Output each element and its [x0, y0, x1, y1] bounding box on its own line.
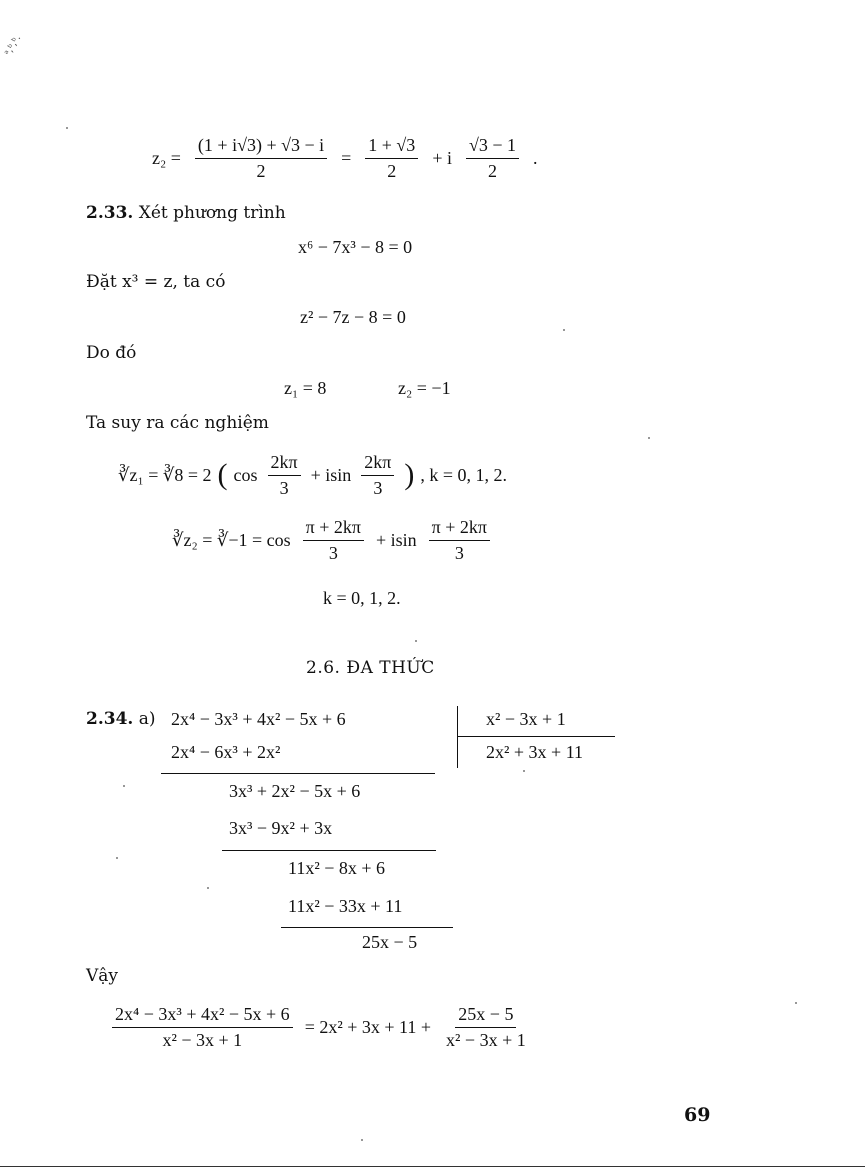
root1-k-values: , k = 0, 1, 2. [420, 464, 508, 485]
final-right-numerator: 25x − 5 [455, 1004, 516, 1028]
z1-value: z₁ = 8 [284, 378, 327, 398]
page-number: 69 [684, 1104, 711, 1126]
root2-fraction-b [429, 517, 490, 563]
equation-z2: z² − 7z − 8 = 0 [300, 307, 406, 327]
scan-speck [523, 770, 525, 772]
scan-speck [415, 640, 417, 642]
vay-text: Vậy [86, 966, 119, 986]
final-identity [108, 1004, 533, 1050]
z2-frac1-numerator: (1 + i√3) + √3 − i [195, 135, 327, 159]
z2-value: z₂ = −1 [398, 378, 451, 398]
equation-x6: x⁶ − 7x³ − 8 = 0 [298, 237, 413, 257]
final-left-numerator: 2x⁴ − 3x³ + 4x² − 5x + 6 [112, 1004, 293, 1028]
z2-frac2-numerator: 1 + √3 [365, 135, 418, 159]
root1-numerator-b: 2kπ [361, 452, 394, 476]
subtrahend-1: 2x⁴ − 6x³ + 2x² [171, 742, 281, 762]
root2-plus-isin: + isin [375, 529, 417, 550]
root2-k-values: k = 0, 1, 2. [323, 588, 401, 608]
z2-plus-i: + i [432, 147, 452, 168]
z2-frac2-denominator: 2 [387, 160, 397, 181]
exercise-2-33-heading [86, 203, 286, 223]
final-fraction-left [112, 1004, 293, 1050]
exercise-label: 2.33. [86, 203, 134, 223]
remainder-2: 11x² − 8x + 6 [288, 858, 386, 878]
z2-fraction-3 [466, 135, 519, 181]
divisor: x² − 3x + 1 [486, 709, 566, 729]
z2-frac1-denominator: 2 [256, 160, 266, 181]
root2-lhs: ∛z₂ = ∛−1 = cos [172, 529, 291, 550]
z2-equation [152, 135, 538, 181]
final-fraction-right [443, 1004, 529, 1050]
root2-denominator-b: 3 [454, 542, 464, 563]
root1-fraction-b [361, 452, 394, 498]
subtraction-rule-2 [222, 850, 436, 851]
bottom-edge-rule [0, 1166, 865, 1167]
division-vertical-rule [457, 706, 458, 768]
root1-fraction-a [268, 452, 301, 498]
root2-fraction-a [303, 517, 364, 563]
root2-numerator-a: π + 2kπ [303, 517, 364, 541]
dividend: 2x⁴ − 3x³ + 4x² − 5x + 6 [171, 709, 346, 729]
root2-numerator-b: π + 2kπ [429, 517, 490, 541]
z2-fraction-1 [195, 135, 327, 181]
exercise-234-label: 2.34. [86, 709, 134, 729]
paren-open-icon: ( [217, 458, 228, 492]
scan-speck [795, 1002, 797, 1004]
divisor-underline [457, 736, 615, 737]
subtrahend-2: 3x³ − 9x² + 3x [229, 818, 333, 838]
root2-denominator-a: 3 [328, 542, 338, 563]
final-middle: = 2x² + 3x + 11 + [304, 1016, 432, 1037]
root1-cos: cos [233, 464, 258, 485]
z2-fraction-2 [365, 135, 418, 181]
z2-period: . [533, 147, 538, 168]
quotient: 2x² + 3x + 11 [486, 742, 584, 762]
margin-handwriting: ᵃ,ᵇ,ᵇ. [2, 33, 24, 58]
root-formula-1 [118, 452, 507, 498]
paren-close-icon: ) [404, 458, 415, 492]
remainder-1: 3x³ + 2x² − 5x + 6 [229, 781, 361, 801]
exercise-234-part: a) [138, 709, 156, 729]
scan-speck [123, 785, 125, 787]
do-do-text: Do đó [86, 343, 137, 363]
z2-frac3-denominator: 2 [487, 160, 497, 181]
scan-speck [116, 857, 118, 859]
section-heading: 2.6. ĐA THỨC [306, 658, 435, 678]
subtraction-rule-1 [161, 773, 435, 774]
remainder-final: 25x − 5 [362, 932, 418, 952]
z2-frac3-numerator: √3 − 1 [466, 135, 519, 159]
scan-speck [66, 127, 68, 129]
root1-denominator-b: 3 [373, 477, 383, 498]
root1-lhs: ∛z₁ = ∛8 = 2 [118, 464, 212, 485]
z2-lhs: z₂ = [152, 147, 181, 168]
substitution-text: Đặt x³ = z, ta có [86, 272, 226, 292]
final-right-denominator: x² − 3x + 1 [446, 1029, 526, 1050]
root1-denominator-a: 3 [279, 477, 289, 498]
scan-speck [648, 437, 650, 439]
scan-speck [361, 1139, 363, 1141]
subtraction-rule-3 [281, 927, 453, 928]
exercise-intro: Xét phương trình [138, 203, 286, 223]
subtrahend-3: 11x² − 33x + 11 [288, 896, 403, 916]
root1-plus-isin: + isin [310, 464, 352, 485]
root-formula-2 [172, 517, 494, 563]
exercise-2-34-heading [86, 709, 156, 729]
roots-intro-text: Ta suy ra các nghiệm [86, 413, 269, 433]
z2-equals: = [341, 147, 352, 168]
root1-numerator-a: 2kπ [268, 452, 301, 476]
scan-speck [563, 329, 565, 331]
scan-speck [207, 887, 209, 889]
final-left-denominator: x² − 3x + 1 [162, 1029, 243, 1050]
